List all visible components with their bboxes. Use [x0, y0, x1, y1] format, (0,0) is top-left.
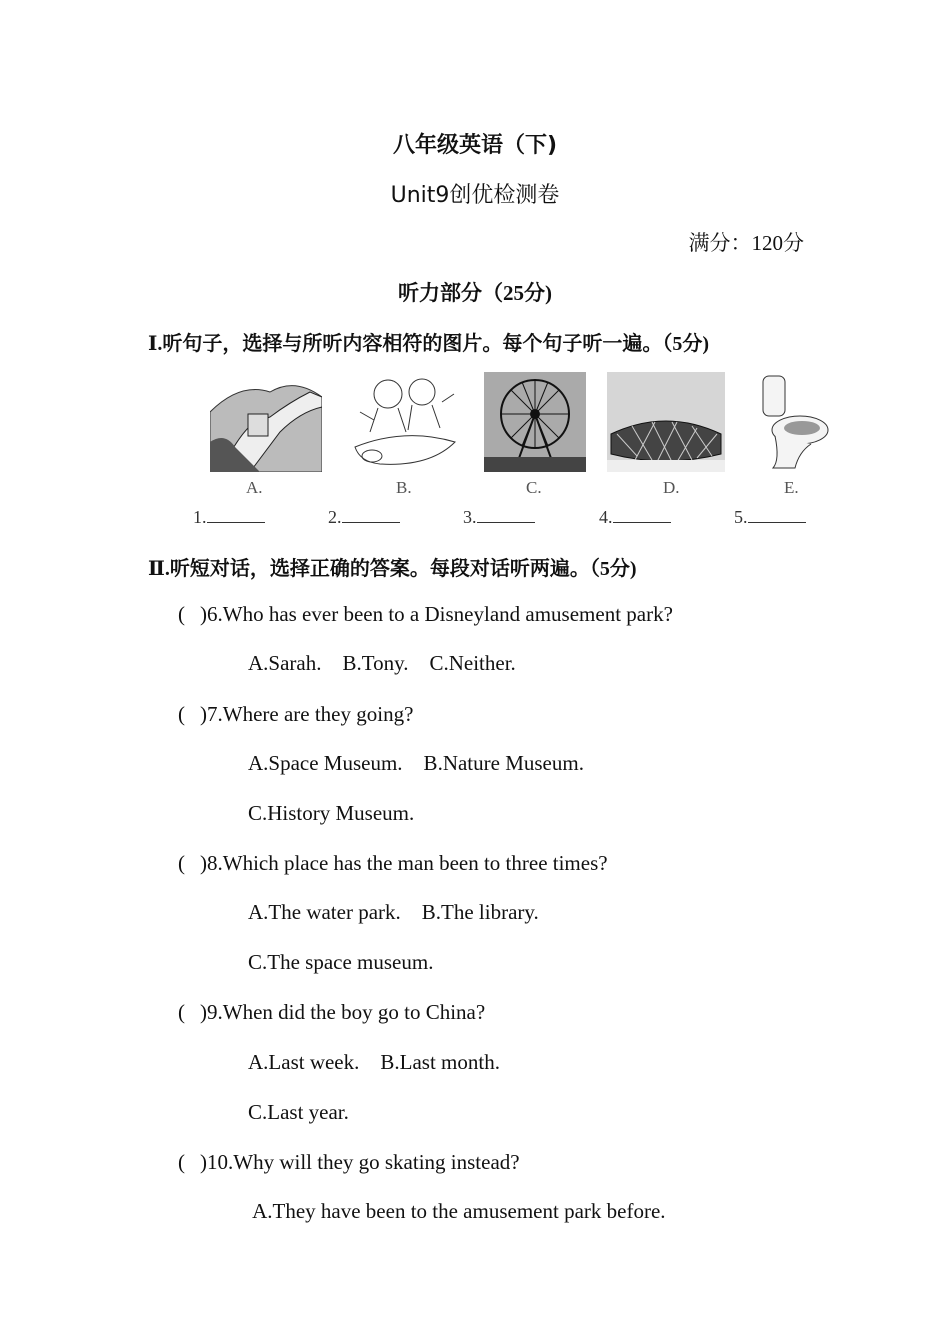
- question-8: [178, 851, 608, 876]
- blank-line: [477, 506, 535, 523]
- answer-paren[interactable]: (: [178, 702, 185, 726]
- picture-c: [484, 372, 586, 474]
- question-8-options-row2: C.The space museum.: [248, 950, 434, 974]
- page-subtitle: Unit9创优检测卷: [390, 183, 560, 208]
- question-6-options: A.Sarah. B.Tony. C.Neither.: [248, 651, 516, 675]
- ferris-wheel-icon: [484, 372, 586, 472]
- answer-paren[interactable]: (: [178, 1150, 185, 1174]
- answer-paren[interactable]: (: [178, 851, 185, 875]
- page-title: 八年级英语（下): [392, 133, 558, 158]
- great-wall-icon: [210, 372, 322, 472]
- blank-line: [207, 506, 265, 523]
- question-8-options-row1: A.The water park. B.The library.: [248, 900, 539, 924]
- question-7-options-row1: A.Space Museum. B.Nature Museum.: [248, 751, 584, 775]
- question-text: )9.When did the boy go to China?: [200, 1000, 486, 1024]
- picture-e: [755, 372, 831, 474]
- question-9-options-row1: A.Last week. B.Last month.: [248, 1050, 500, 1074]
- question-text: )7.Where are they going?: [200, 702, 414, 726]
- picture-letter-e: E.: [784, 478, 799, 497]
- picture-d: [607, 372, 725, 474]
- answer-paren[interactable]: (: [178, 1000, 185, 1024]
- blank-number: 1.: [193, 507, 207, 527]
- total-score: 满分：120分: [688, 231, 804, 255]
- toilet-icon: [755, 372, 831, 472]
- blank-number: 2.: [328, 507, 342, 527]
- picture-letter-c: C.: [526, 478, 542, 497]
- picture-letter-a: A.: [246, 478, 263, 497]
- blank-number: 4.: [599, 507, 613, 527]
- question-10-options-row1: A.They have been to the amusement park before.: [248, 1199, 666, 1223]
- question-text: )6.Who has ever been to a Disneyland amusement park?: [200, 602, 673, 626]
- question-9-options-row2: C.Last year.: [248, 1100, 349, 1124]
- blank-number: 3.: [463, 507, 477, 527]
- blank-line: [748, 506, 806, 523]
- question-6: [178, 602, 673, 627]
- question-7: [178, 702, 413, 727]
- section-2-title: Ⅱ.听短对话，选择正确的答案。每段对话听两遍。（5分): [148, 558, 637, 580]
- answer-blank-3[interactable]: [463, 506, 535, 528]
- blank-number: 5.: [734, 507, 748, 527]
- answer-blank-1[interactable]: [193, 506, 265, 528]
- question-10: [178, 1150, 520, 1175]
- kids-on-boat-icon: [350, 372, 462, 472]
- answer-blank-4[interactable]: [599, 506, 671, 528]
- answer-paren[interactable]: (: [178, 602, 185, 626]
- question-text: )10.Why will they go skating instead?: [200, 1150, 520, 1174]
- birds-nest-stadium-icon: [607, 372, 725, 472]
- blank-line: [613, 506, 671, 523]
- question-text: )8.Which place has the man been to three times?: [200, 851, 608, 875]
- picture-b: [350, 372, 462, 474]
- section-1-title: Ⅰ.听句子，选择与所听内容相符的图片。每个句子听一遍。（5分): [148, 333, 710, 355]
- listening-heading: 听力部分（25分): [398, 281, 552, 305]
- picture-a: [210, 372, 322, 474]
- answer-blank-5[interactable]: [734, 506, 806, 528]
- question-7-options-row2: C.History Museum.: [248, 801, 415, 825]
- picture-letter-d: D.: [663, 478, 680, 497]
- question-9: [178, 1000, 485, 1025]
- picture-letter-b: B.: [396, 478, 412, 497]
- answer-blank-2[interactable]: [328, 506, 400, 528]
- blank-line: [342, 506, 400, 523]
